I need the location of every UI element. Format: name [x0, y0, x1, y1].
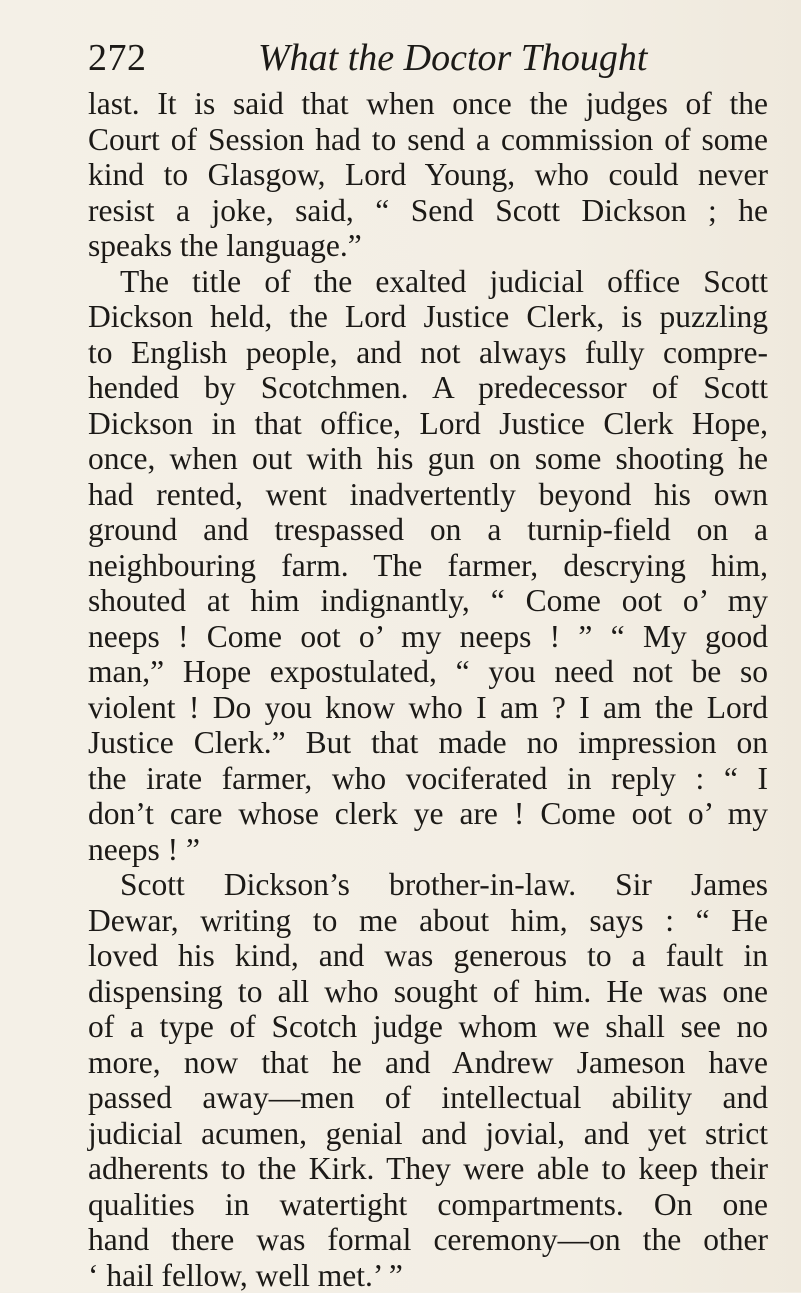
text-line: hand there was formal ceremony—on the other	[88, 1222, 768, 1258]
text-line: adherents to the Kirk. They were able to keep their	[88, 1151, 768, 1187]
page-number: 272	[88, 36, 147, 80]
text-line: Dewar, writing to me about him, says : “ He	[88, 903, 768, 939]
text-line: qualities in watertight compartments. On one	[88, 1187, 768, 1223]
text-line: neighbouring farm. The farmer, descrying him,	[88, 548, 768, 584]
text-line: kind to Glasgow, Lord Young, who could never	[88, 157, 768, 193]
text-line: of a type of Scotch judge whom we shall see no	[88, 1009, 768, 1045]
text-line: man,” Hope expostulated, “ you need not be so	[88, 654, 768, 690]
text-line: Dickson held, the Lord Justice Clerk, is puzzling	[88, 299, 768, 335]
text-line: once, when out with his gun on some shooting he	[88, 441, 768, 477]
text-line: the irate farmer, who vociferated in reply : “ I	[88, 761, 768, 797]
text-line: don’t care whose clerk ye are ! Come oot o’ my	[88, 796, 768, 832]
text-line: shouted at him indignantly, “ Come oot o’ my	[88, 583, 768, 619]
text-line: more, now that he and Andrew Jameson have	[88, 1045, 768, 1081]
text-line: had rented, went inadvertently beyond his own	[88, 477, 768, 513]
text-line: speaks the language.”	[88, 228, 768, 264]
text-line: ‘ hail fellow, well met.’ ”	[88, 1258, 768, 1293]
text-line: neeps ! ”	[88, 832, 768, 868]
text-line: dispensing to all who sought of him. He was one	[88, 974, 768, 1010]
text-line: hended by Scotchmen. A predecessor of Scott	[88, 370, 768, 406]
text-line: Scott Dickson’s brother-in-law. Sir James	[88, 867, 768, 903]
text-line: The title of the exalted judicial office Scott	[88, 264, 768, 300]
text-line: neeps ! Come oot o’ my neeps ! ” “ My good	[88, 619, 768, 655]
running-title: What the Doctor Thought	[258, 36, 647, 80]
page-header	[88, 30, 768, 82]
text-line: Court of Session had to send a commission of some	[88, 122, 768, 158]
text-line: violent ! Do you know who I am ? I am the Lord	[88, 690, 768, 726]
text-line: to English people, and not always fully compre-	[88, 335, 768, 371]
text-line: last. It is said that when once the judges of the	[88, 86, 768, 122]
text-line: Justice Clerk.” But that made no impression on	[88, 725, 768, 761]
text-line: resist a joke, said, “ Send Scott Dickson ; he	[88, 193, 768, 229]
text-line: ground and trespassed on a turnip-field on a	[88, 512, 768, 548]
text-line: Dickson in that office, Lord Justice Clerk Hope,	[88, 406, 768, 442]
text-line: loved his kind, and was generous to a fault in	[88, 938, 768, 974]
body-text	[88, 86, 768, 1293]
text-line: judicial acumen, genial and jovial, and yet strict	[88, 1116, 768, 1152]
text-line: passed away—men of intellectual ability and	[88, 1080, 768, 1116]
